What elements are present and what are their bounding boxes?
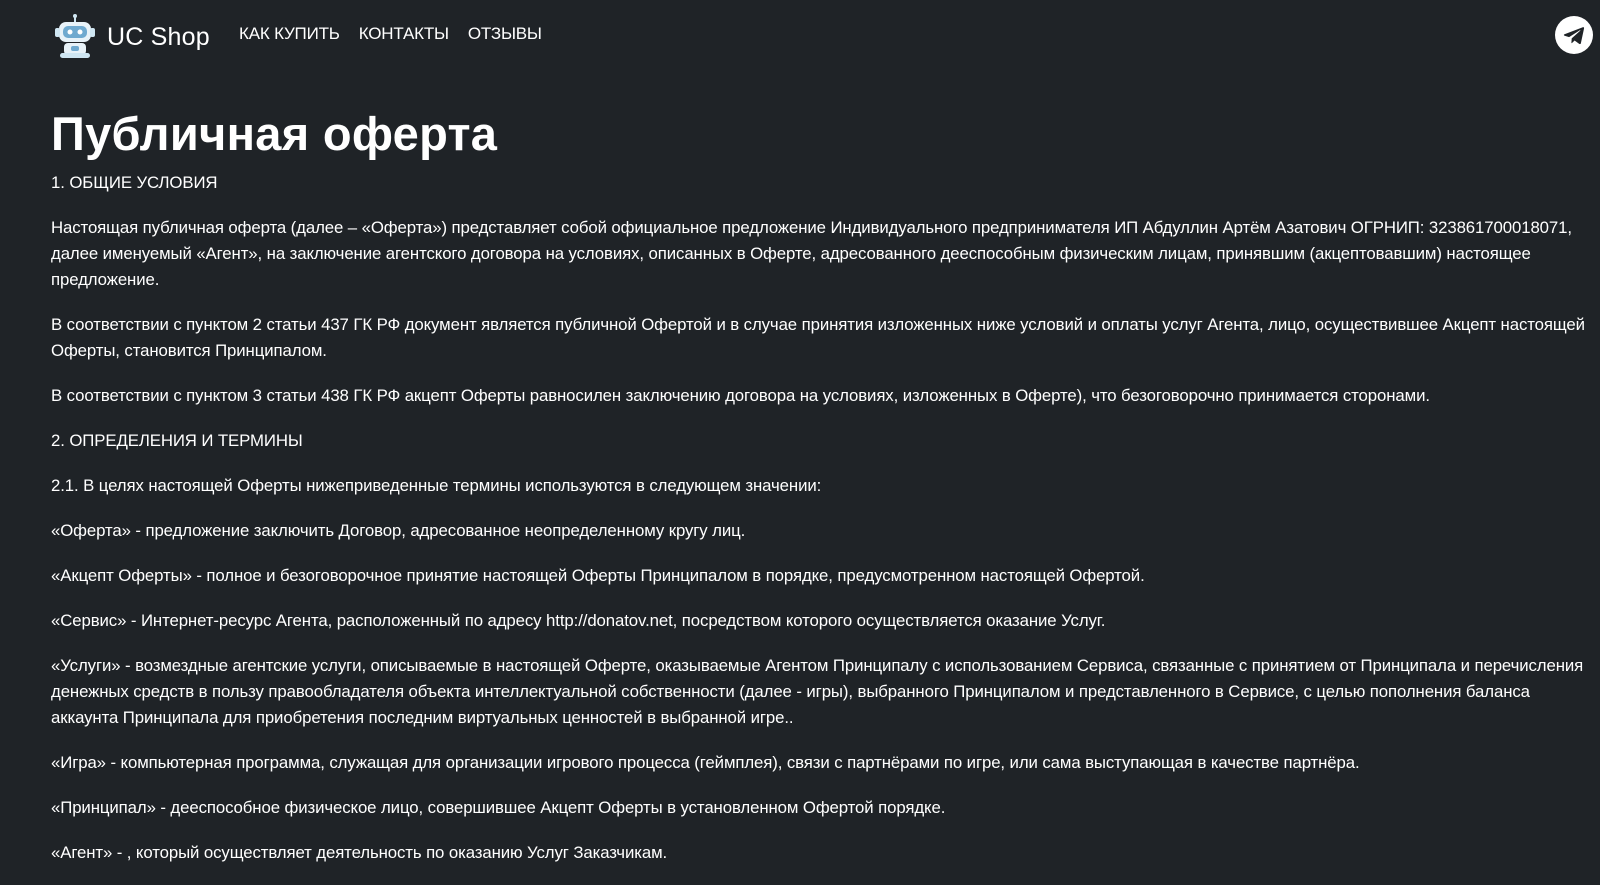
robot-icon	[51, 13, 99, 61]
offer-paragraph: «Агент» - , который осуществляет деятельность по оказанию Услуг Заказчикам.	[51, 843, 668, 862]
offer-body	[51, 170, 1600, 866]
nav-link-reviews[interactable]: ОТЗЫВЫ	[467, 24, 542, 43]
offer-paragraph: «Оферта» - предложение заключить Договор, адресованное неопределенному кругу лиц.	[51, 521, 746, 540]
nav-link-how-to-buy[interactable]: КАК КУПИТЬ	[239, 24, 340, 43]
site-header	[0, 0, 1600, 72]
brand-name: UC Shop	[107, 22, 210, 51]
telegram-button[interactable]	[1555, 16, 1593, 54]
offer-paragraph: «Игра» - компьютерная программа, служащая для организации игрового процесса (геймплея), связи с партнёрами по игре, или сама выступающая в качестве партнёра.	[51, 753, 1360, 772]
section-heading: 2. ОПРЕДЕЛЕНИЯ И ТЕРМИНЫ	[51, 431, 303, 450]
telegram-icon	[1562, 23, 1586, 47]
section-heading: 1. ОБЩИЕ УСЛОВИЯ	[51, 173, 218, 192]
offer-paragraph: В соответствии с пунктом 3 статьи 438 ГК РФ акцепт Оферты равносилен заключению договора на условиях, изложенных в Оферте), что безоговорочно принимается сторонами.	[51, 386, 1430, 405]
nav-link-contacts[interactable]: КОНТАКТЫ	[358, 24, 449, 43]
page-title: Публичная оферта	[51, 107, 498, 160]
offer-paragraph: «Сервис» - Интернет-ресурс Агента, расположенный по адресу http://donatov.net, посредством которого осуществляется оказание Услуг.	[51, 611, 1106, 630]
offer-paragraph: 2.1. В целях настоящей Оферты нижеприведенные термины используются в следующем значении:	[51, 476, 822, 495]
brand-logo-link[interactable]	[51, 13, 210, 61]
offer-paragraph: В соответствии с пунктом 2 статьи 437 ГК РФ документ является публичной Офертой и в случае принятия изложенных ниже условий и оплаты услуг Агента, лицо, осуществившее Акцепт настоящей Оферты, становится Принципалом.	[51, 315, 1585, 360]
main-nav	[239, 24, 542, 44]
offer-paragraph: «Услуги» - возмездные агентские услуги, описываемые в настоящей Оферте, оказываемые Агентом Принципалу с использованием Сервиса, связанные с принятием от Принципала и перечисления денежных средств в пользу правообладателя объекта интеллектуальной собственности (далее - игры), выбранного Принципалом и представленного в Сервисе, с целью пополнения баланса аккаунта Принципала для приобретения последним виртуальных ценностей в выбранной игре..	[51, 656, 1584, 727]
offer-paragraph: «Принципал» - дееспособное физическое лицо, совершившее Акцепт Оферты в установленном Офертой порядке.	[51, 798, 946, 817]
offer-paragraph: Настоящая публичная оферта (далее – «Оферта») представляет собой официальное предложение Индивидуального предпринимателя ИП Абдуллин Артём Азатович ОГРНИП: 323861700018071, далее именуемый «Агент», на заключение агентского договора на условиях, описанных в Оферте, адресованного дееспособным физическим лицам, принявшим (акцептовавшим) настоящее предложение.	[51, 218, 1572, 289]
offer-paragraph: «Акцепт Оферты» - полное и безоговорочное принятие настоящей Оферты Принципалом в порядке, предусмотренном настоящей Офертой.	[51, 566, 1145, 585]
offer-content	[51, 98, 1600, 885]
